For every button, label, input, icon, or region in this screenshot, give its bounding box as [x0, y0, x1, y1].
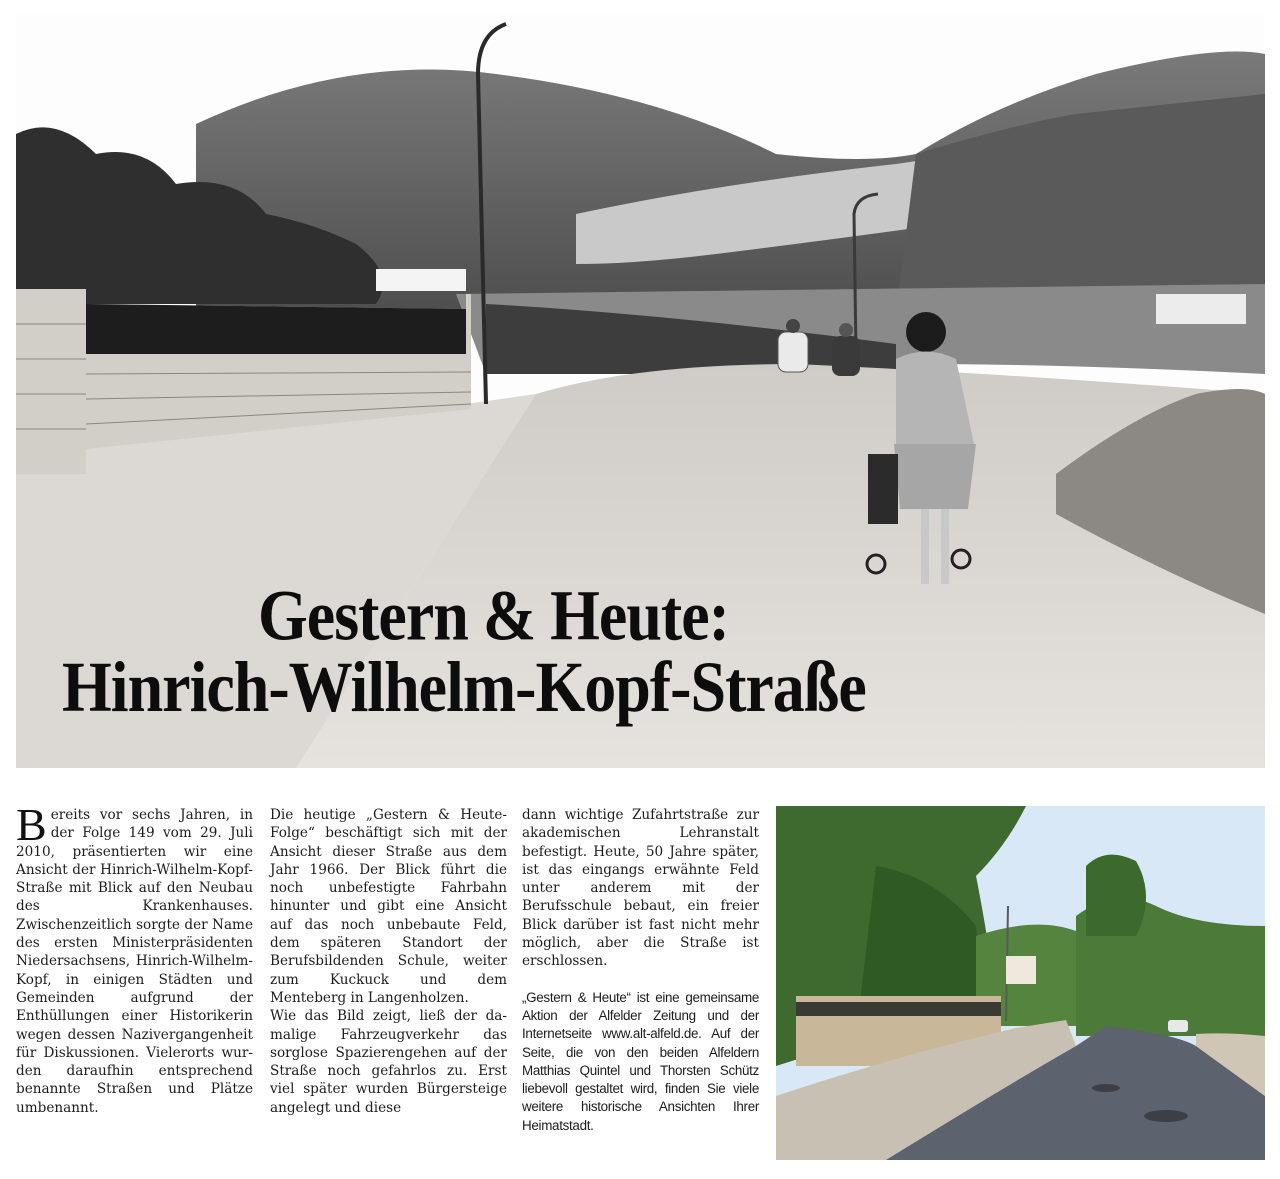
- article-column-2: [270, 806, 507, 1117]
- building-far: [376, 269, 466, 291]
- article-column-3: [522, 806, 759, 1135]
- article-paragraph: [16, 799, 253, 1117]
- historic-photo: [16, 14, 1265, 768]
- series-note: „Gestern & Heute“ ist eine gemeinsame Aktion der Alfelder Zeitung und der Internetseite www.alt-alfeld.de. Auf der Seite, die von den beiden Alfeldern Matthias Quintel und Thorsten Schütz liebevoll gestaltet wird, finden Sie viele weitere historische Ansichten Ihrer Heimatstadt.: [522, 989, 759, 1133]
- article-paragraph-3: Wie das Bild zeigt, ließ der damalige Fahrzeugverkehr das sorglose Spazierengehen auf der Straße noch gefahrlos zu. Erst viel später wurden Bürgersteige angelegt und diese: [270, 1008, 507, 1116]
- drop-cap: B: [16, 799, 47, 850]
- modern-street-scene: [776, 806, 1265, 1160]
- iron-fence: [86, 304, 466, 354]
- headline-line-1: Gestern & Heute:: [258, 575, 729, 656]
- headline-line-2: Hinrich-Wilhelm-Kopf-Straße: [62, 647, 866, 727]
- article-paragraph-4: dann wichtige Zufahrtstraße zur akademischen Lehranstalt befestigt. Heute, 50 Jahre später, ist das eingangs erwähnte Feld unter anderem mit der Berufsschule bebaut, ein freier Blick darüber ist fast nicht mehr möglich, aber die Straße ist erschlossen.: [522, 807, 759, 970]
- headline: [62, 575, 866, 727]
- modern-photo: [776, 806, 1265, 1160]
- article-column-1: [16, 799, 253, 1117]
- article-paragraph-2: Die heutige „Gestern & Heute-Folge“ beschäftigt sich mit der Ansicht dieser Straße aus dem Jahr 1966. Der Blick führt die noch unbefestigte Fahrbahn hinunter und gibt eine Ansicht auf das noch unbebaute Feld, dem späteren Standort der Berufsbildenden Schule, weiter zum Kuckuck und dem Menteberg in Langenholzen.: [270, 807, 507, 1006]
- parked-car: [1168, 1020, 1188, 1032]
- article-intro-text: ereits vor sechs Jahren, in der Folge 149 vom 29. Juli 2010, präsentierten wir eine Ansicht der Hinrich-Wilhelm-Kopf-Straße mit Blick auf den Neubau des Krankenhauses. Zwischenzeitlich sorgte der Name des ersten Ministerpräsidenten Niedersachsens, Hinrich-Wilhelm-Kopf, in einigen Städten und Gemeinden aufgrund der Enthüllungen einer Historikerin wegen dessen Nazivergangenheit für Diskussionen. Vielerorts wurden daraufhin entsprechend benannte Straßen und Plätze umbenannt.: [16, 807, 253, 1116]
